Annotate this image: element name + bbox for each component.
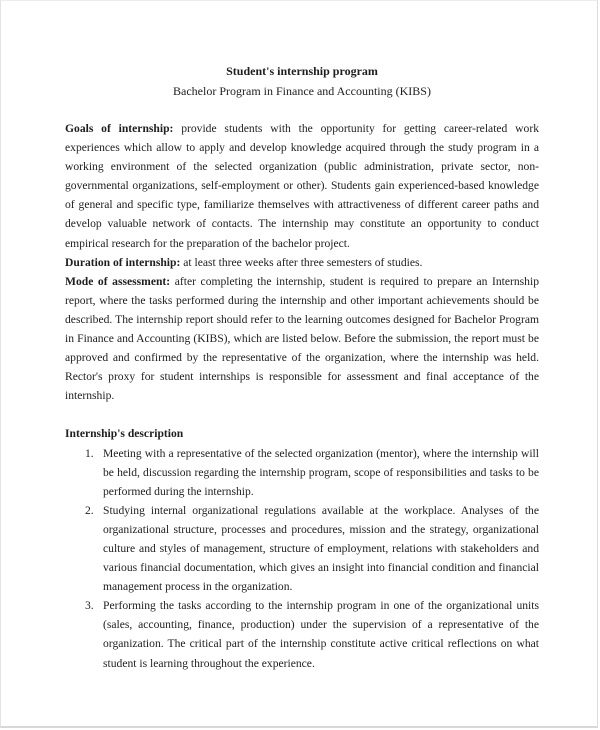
list-item — [65, 596, 539, 672]
document-content — [65, 63, 539, 673]
list-item-text: Meeting with a representative of the selected organization (mentor), where the internship will be held, discussion regarding the internship program, scope of responsibilities and tasks to be performed during the internship. — [103, 446, 539, 498]
description-list — [65, 444, 539, 673]
goals-label: Goals of internship: — [65, 122, 174, 135]
goals-paragraph — [65, 119, 539, 253]
list-item — [65, 444, 539, 501]
list-item-number: 2. — [85, 503, 94, 517]
list-item-text: Studying internal organizational regulations available at the workplace. Analyses of the organizational structure, processes and procedures, mission and the strategy, organizational culture and styles of management, structure of employment, relations with stakeholders and various financial documentation, which gives an insight into financial condition and financial management process in the organization. — [103, 503, 539, 594]
assessment-paragraph — [65, 272, 539, 406]
duration-label: Duration of internship: — [65, 255, 181, 269]
description-heading: Internship's description — [65, 427, 184, 441]
document-title: Student's internship program — [226, 64, 378, 78]
list-item — [65, 501, 539, 596]
list-item-number: 3. — [85, 599, 94, 613]
assessment-text: after completing the internship, student is required to prepare an Internship report, where the tasks performed during the internship and other important achievements should be described. The internship report should refer to the learning outcomes designed for Bachelor Program in Finance and Accounting (KIBS), which are listed below. Before the submission, the report must be approved and confirmed by the representative of the organization, where the internship was held. Rector's proxy for student internships is responsible for assessment and final acceptance of the internship. — [65, 274, 539, 403]
document-subtitle: Bachelor Program in Finance and Accounting (KIBS) — [173, 84, 431, 98]
duration-text: at least three weeks after three semesters of studies. — [180, 255, 423, 269]
duration-paragraph — [65, 253, 539, 272]
list-item-number: 1. — [85, 446, 94, 460]
list-item-text: Performing the tasks according to the internship program in one of the organizational units (sales, accounting, finance, production) under the supervision of a representative of the organization. The critical part of the internship constitute active critical reflections on what student is learning throughout the experience. — [103, 599, 539, 670]
goals-text: provide students with the opportunity for getting career-related work experiences which allow to apply and develop knowledge acquired through the study program in a working environment of the selected organization (public administration, private sector, non-governmental organizations, self-employment or other). Students gain experienced-based knowledge of general and specific type, familiarize themselves with attractiveness of different career paths and develop valuable network of contacts. The internship may constitute an opportunity to conduct empirical research for the preparation of the bachelor project. — [65, 122, 539, 250]
assessment-label: Mode of assessment: — [65, 274, 171, 288]
